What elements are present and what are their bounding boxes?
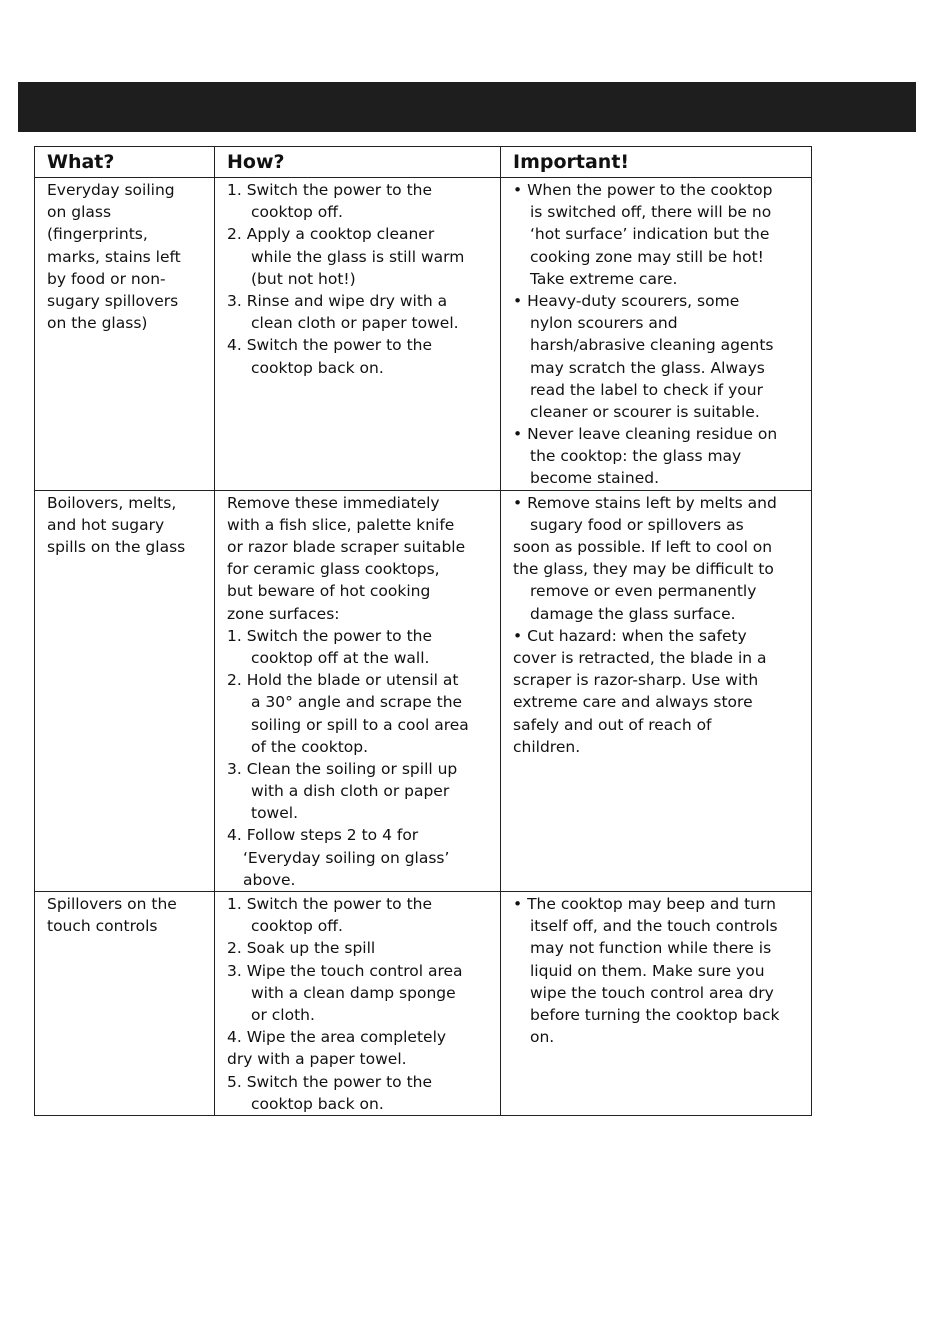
- important-line: scraper is razor-sharp. Use with: [513, 671, 759, 690]
- table-header-row: [35, 147, 812, 178]
- row-3-what-cell: [35, 892, 215, 1116]
- how-line: 5. Switch the power to the: [227, 1072, 433, 1091]
- important-line: before turning the cooktop back: [530, 1005, 780, 1024]
- header-banner: [18, 82, 916, 132]
- what-line: marks, stains left: [47, 247, 181, 266]
- important-line: • The cooktop may beep and turn: [513, 895, 776, 913]
- important-line: • Heavy-duty scourers, some: [513, 291, 740, 310]
- row-3-how-cell: [215, 892, 501, 1116]
- important-line: children.: [513, 737, 581, 756]
- what-line: by food or non-: [47, 269, 166, 288]
- cleaning-table: [34, 146, 812, 1116]
- table-row: [35, 490, 812, 891]
- important-line: cleaner or scourer is suitable.: [530, 402, 760, 421]
- how-line: cooktop back on.: [251, 1094, 384, 1113]
- important-line: • Cut hazard: when the safety: [513, 626, 747, 645]
- what-line: (fingerprints,: [47, 225, 148, 244]
- what-line: and hot sugary: [47, 515, 165, 534]
- row-2-what-cell: [35, 490, 215, 891]
- how-line: 2. Hold the blade or utensil at: [227, 671, 459, 690]
- how-line: for ceramic glass cooktops,: [227, 560, 440, 579]
- how-line: 1. Switch the power to the: [227, 181, 433, 199]
- how-line: 3. Wipe the touch control area: [227, 961, 463, 980]
- how-line: cooktop off.: [251, 203, 343, 222]
- how-line: with a fish slice, palette knife: [227, 515, 455, 534]
- important-line: become stained.: [530, 469, 660, 488]
- important-line: may scratch the glass. Always: [530, 358, 765, 377]
- column-header-what: What?: [35, 147, 215, 178]
- important-line: liquid on them. Make sure you: [530, 961, 765, 980]
- important-line: harsh/abrasive cleaning agents: [530, 336, 774, 355]
- how-line: zone surfaces:: [227, 604, 340, 623]
- what-line: touch controls: [47, 917, 158, 936]
- how-line: of the cooktop.: [251, 737, 369, 756]
- important-line: is switched off, there will be no: [530, 203, 772, 222]
- how-line: clean cloth or paper towel.: [251, 314, 459, 333]
- important-line: may not function while there is: [530, 939, 772, 958]
- how-line: while the glass is still warm: [251, 247, 465, 266]
- important-line: damage the glass surface.: [530, 604, 736, 623]
- how-line: above.: [243, 870, 296, 889]
- how-line: 3. Clean the soiling or spill up: [227, 759, 458, 778]
- table-row: [35, 178, 812, 491]
- how-line: 2. Apply a cooktop cleaner: [227, 225, 435, 244]
- important-line: on.: [530, 1028, 555, 1047]
- what-line: on glass: [47, 203, 112, 222]
- how-line: 4. Wipe the area completely: [227, 1028, 447, 1047]
- important-line: soon as possible. If left to cool on: [513, 538, 773, 556]
- important-line: ‘hot surface’ indication but the: [530, 225, 770, 244]
- how-line: soiling or spill to a cool area: [251, 715, 469, 734]
- column-header-how: How?: [215, 147, 501, 178]
- how-line: ‘Everyday soiling on glass’: [243, 848, 450, 867]
- important-line: • Never leave cleaning residue on: [513, 425, 778, 444]
- important-line: Take extreme care.: [530, 269, 678, 288]
- important-line: the glass, they may be difficult to: [513, 560, 774, 579]
- important-line: • When the power to the cooktop: [513, 181, 773, 199]
- important-line: remove or even permanently: [530, 582, 757, 601]
- row-1-how-cell: [215, 178, 501, 491]
- how-line: a 30° angle and scrape the: [251, 693, 463, 712]
- how-line: with a clean damp sponge: [251, 983, 456, 1002]
- how-line: 4. Switch the power to the: [227, 336, 433, 355]
- what-line: Spillovers on the: [47, 895, 177, 913]
- table-row: [35, 892, 812, 1116]
- important-line: itself off, and the touch controls: [530, 917, 778, 936]
- how-line: (but not hot!): [251, 269, 356, 288]
- what-line: sugary spillovers: [47, 291, 179, 310]
- row-2-important-cell: [501, 490, 812, 891]
- important-line: cover is retracted, the blade in a: [513, 648, 767, 667]
- important-line: read the label to check if your: [530, 380, 763, 399]
- important-line: safely and out of reach of: [513, 715, 712, 734]
- how-line: towel.: [251, 804, 299, 823]
- row-3-important-cell: [501, 892, 812, 1116]
- important-line: nylon scourers and: [530, 314, 678, 333]
- how-line: cooktop off.: [251, 917, 343, 936]
- important-line: cooking zone may still be hot!: [530, 247, 764, 266]
- what-line: Everyday soiling: [47, 181, 175, 199]
- row-2-how-cell: [215, 490, 501, 891]
- important-line: wipe the touch control area dry: [530, 983, 774, 1002]
- how-line: or cloth.: [251, 1005, 315, 1024]
- how-line: or razor blade scraper suitable: [227, 538, 466, 556]
- how-line: 4. Follow steps 2 to 4 for: [227, 826, 419, 845]
- important-line: • Remove stains left by melts and: [513, 493, 777, 512]
- how-line: but beware of hot cooking: [227, 582, 431, 601]
- how-line: cooktop back on.: [251, 358, 384, 377]
- how-line: 3. Rinse and wipe dry with a: [227, 291, 448, 310]
- how-line: cooktop off at the wall.: [251, 648, 430, 667]
- what-line: on the glass): [47, 314, 148, 333]
- how-line: with a dish cloth or paper: [251, 782, 450, 801]
- important-line: sugary food or spillovers as: [530, 515, 744, 534]
- how-line: 1. Switch the power to the: [227, 895, 433, 913]
- what-line: Boilovers, melts,: [47, 493, 177, 512]
- row-1-important-cell: [501, 178, 812, 491]
- how-line: 2. Soak up the spill: [227, 939, 376, 958]
- important-line: the cooktop: the glass may: [530, 447, 742, 466]
- how-line: dry with a paper towel.: [227, 1050, 407, 1069]
- what-line: spills on the glass: [47, 538, 186, 556]
- column-header-important: Important!: [501, 147, 812, 178]
- important-line: extreme care and always store: [513, 693, 753, 712]
- how-line: 1. Switch the power to the: [227, 626, 433, 645]
- how-line: Remove these immediately: [227, 493, 440, 512]
- row-1-what-cell: [35, 178, 215, 491]
